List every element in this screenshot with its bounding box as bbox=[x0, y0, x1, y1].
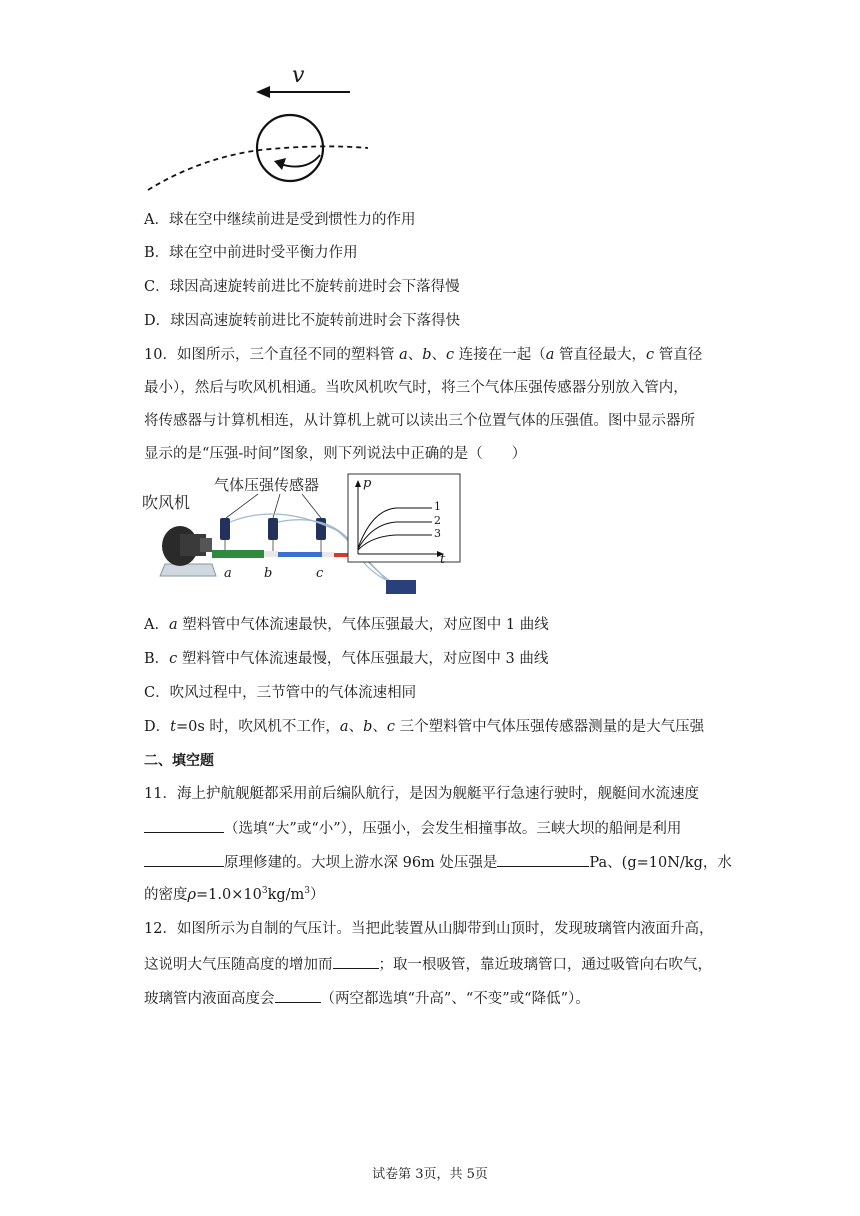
data-collector bbox=[386, 580, 416, 594]
pipe-b bbox=[278, 552, 322, 557]
q9-option-b: B．球在空中前进时受平衡力作用 bbox=[144, 245, 358, 261]
q11-line2: （选填“大”或“小”），压强小，会发生相撞事故。三峡大坝的船闸是利用 bbox=[144, 817, 681, 839]
pipe-b-label: b bbox=[264, 566, 273, 581]
page-footer: 试卷第 3页，共 5页 bbox=[372, 1167, 488, 1182]
sensor-a bbox=[220, 518, 230, 550]
ball-trajectory-figure bbox=[140, 60, 380, 200]
pipe-a bbox=[212, 550, 264, 558]
q12-line2: 这说明大气压随高度的增加而 ；取一根吸管，靠近玻璃管口，通过吸管向右吹气， bbox=[144, 953, 712, 975]
q9-option-c: C．球因高速旋转前进比不旋转前进时会下落得慢 bbox=[144, 279, 460, 295]
graph-t-label: t bbox=[440, 552, 446, 567]
ball bbox=[257, 115, 323, 181]
q9-option-d: D．球因高速旋转前进比不旋转前进时会下落得快 bbox=[144, 313, 461, 329]
q12-blank-2[interactable] bbox=[275, 987, 321, 1003]
sensor-label: 气体压强传感器 bbox=[214, 476, 320, 494]
q11-blank-2[interactable] bbox=[144, 851, 224, 867]
pipe-c-label: c bbox=[316, 566, 324, 581]
blower-label: 吹风机 bbox=[142, 493, 191, 512]
sensor-b bbox=[268, 518, 278, 551]
spin-arrow bbox=[280, 155, 320, 167]
q11-line1: 11．海上护航舰艇都采用前后编队航行，是因为舰艇平行急速行驶时，舰艇间水流速度 bbox=[144, 786, 699, 802]
q10-option-b: B．c 塑料管中气体流速最慢，气体压强最大，对应图中 3 曲线 bbox=[144, 651, 549, 667]
q10-stem-line2: 最小），然后与吹风机相通。当吹风机吹气时，将三个气体压强传感器分别放入管内， bbox=[144, 380, 688, 396]
section-title-fill-in: 二、填空题 bbox=[144, 753, 214, 769]
curve-1-label: 1 bbox=[434, 500, 441, 513]
q9-option-a: A．球在空中继续前进是受到惯性力的作用 bbox=[144, 212, 416, 228]
velocity-label: v bbox=[292, 63, 305, 88]
q10-stem-line3: 将传感器与计算机相连，从计算机上就可以读出三个位置气体的压强值。图中显示器所 bbox=[144, 413, 695, 429]
blower-stand bbox=[160, 564, 216, 576]
q10-figure bbox=[140, 472, 470, 602]
graph-p-label: p bbox=[363, 476, 372, 491]
q12-line1: 12．如图所示为自制的气压计。当把此装置从山脚带到山顶时，发现玻璃管内液面升高， bbox=[144, 921, 714, 937]
q11-blank-3[interactable] bbox=[497, 851, 589, 867]
pipe-a-label: a bbox=[224, 566, 232, 581]
q10-option-d: D．t=0s 时，吹风机不工作，a、b、c 三个塑料管中气体压强传感器测量的是大气压强 bbox=[144, 719, 705, 735]
q11-blank-1[interactable] bbox=[144, 817, 224, 833]
q10-stem-line4: 显示的是“压强-时间”图象，则下列说法中正确的是（ ） bbox=[144, 446, 527, 462]
q10-option-a: A．a 塑料管中气体流速最快，气体压强最大，对应图中 1 曲线 bbox=[144, 617, 549, 633]
q10-stem-line1: 10．如图所示，三个直径不同的塑料管 a、b、c 连接在一起（a 管直径最大，c 管直径 bbox=[144, 347, 703, 363]
curve-2-label: 2 bbox=[434, 514, 441, 527]
q11-line3: 原理修建的。大坝上游水深 96m 处压强是 Pa、(g=10N/kg，水 bbox=[144, 851, 732, 873]
q12-blank-1[interactable] bbox=[333, 953, 379, 969]
q11-line4: 的密度$\rho=1.0\times 10^3kg/m^3$） bbox=[144, 886, 325, 903]
q10-option-c: C．吹风过程中，三节管中的气体流速相同 bbox=[144, 685, 417, 701]
q12-line3: 玻璃管内液面高度会 （两空都选填“升高”、“不变”或“降低”）。 bbox=[144, 987, 590, 1009]
curve-3-label: 3 bbox=[434, 527, 441, 540]
